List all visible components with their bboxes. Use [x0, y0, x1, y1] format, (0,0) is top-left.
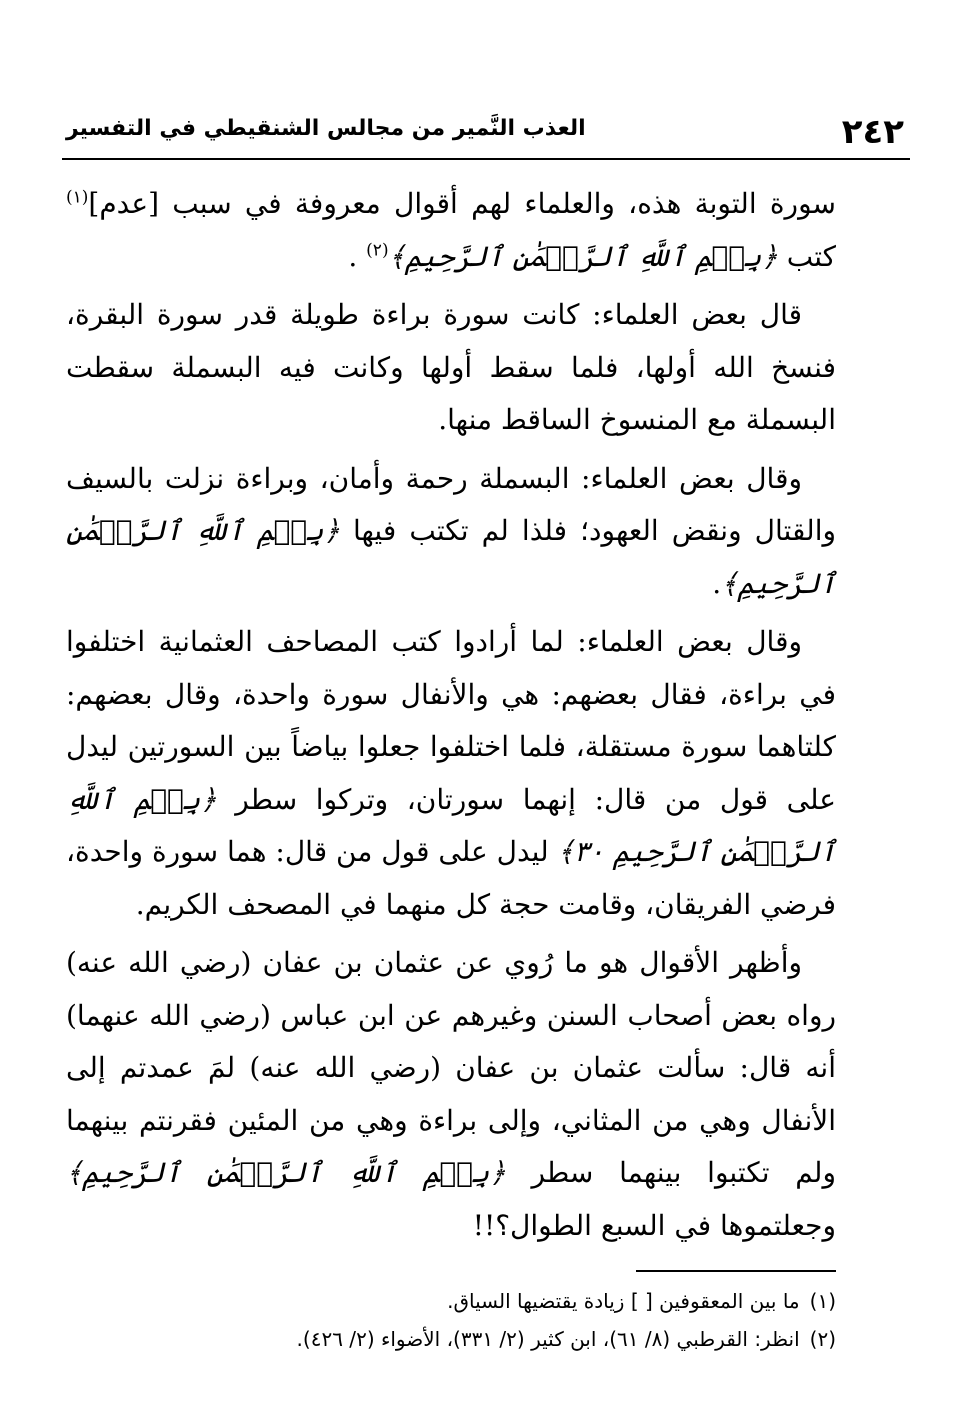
- page-number: ٢٤٢: [841, 112, 904, 152]
- paragraph-3-end: .: [712, 566, 722, 600]
- paragraph-1-text: سورة التوبة هذه، والعلماء لهم أقوال معروفة في سبب [عدم]: [88, 187, 836, 220]
- paragraph-3-text: وقال بعض العلماء: البسملة رحمة وأمان، وبراءة نزلت بالسيف والقتال ونقض العهود؛ فلذا لم تكتب فيها: [66, 461, 837, 547]
- paragraph-1-end: .: [348, 239, 367, 273]
- paragraph-2: قال بعض العلماء: كانت سورة براءة طويلة قدر سورة البقرة، فنسخ الله أولها، فلما سقط أولها وكانت فيه البسملة سقطت البسملة مع المنسوخ الساقط منها.: [66, 298, 836, 436]
- footnote-ref-1[interactable]: (١): [66, 187, 89, 208]
- footnote-separator: [636, 1270, 836, 1272]
- paragraph-4-text: وقال بعض العلماء: لما أرادوا كتب المصاحف العثمانية اختلفوا في براءة، فقال بعضهم: هي والأنفال سورة واحدة، وقال بعضهم: كلتاهما سورة مستقلة، فلما اختلفوا جعلوا بياضاً بين السورتين ليدل على قول من قال: إنهما سورتان، وتركوا سطر: [66, 625, 836, 816]
- main-text: [66, 178, 836, 1252]
- paragraph-5-end: وجعلتموها في السبع الطوال؟!!: [472, 1208, 836, 1242]
- footnote-text: انظر: القرطبي (٨/ ٦١)، ابن كثير (٢/ ٣٣١)، الأضواء (٢/ ٤٢٦).: [296, 1327, 800, 1351]
- paragraph-5-text: وأظهر الأقوال هو ما رُوي عن عثمان بن عفان (رضي الله عنه) رواه بعض أصحاب السنن وغيرهم عن ابن عباس (رضي الله عنهما) أنه قال: سألت عثمان بن عفان (رضي الله عنه) لمَ عمدتم إلى الأنفال وهي من المثاني، وإلى براءة وهي من المئين فقرنتم بينهما ولم تكتبوا بينهما سطر: [66, 946, 836, 1189]
- footnote-text: ما بين المعقوفين [ ] زيادة يقتضيها السياق.: [447, 1289, 800, 1313]
- paragraph-1-continuation: كتب: [777, 239, 836, 273]
- running-title: العذب النَّمير من مجالس الشنقيطي في التفسير: [66, 116, 586, 141]
- paragraph-5: [66, 937, 836, 1252]
- footnote-2: [66, 1320, 836, 1358]
- footnote-1: [66, 1282, 836, 1320]
- footnote-ref-2[interactable]: (٢): [366, 240, 389, 261]
- basmala-quote: ﴿بِسۡمِ ٱللَّهِ ٱلرَّحۡمَٰنِ ٱلرَّحِيمِ﴾: [66, 514, 836, 600]
- paragraph-4-end: ليدل على قول من قال: هما سورة واحدة، فرضي الفريقان، وقامت حجة كل منهما في المصحف الكريم.: [66, 835, 836, 921]
- footnotes: [66, 1270, 836, 1358]
- footnote-number: (٢): [809, 1327, 836, 1351]
- paragraph-1: [66, 178, 836, 283]
- paragraph-3: [66, 453, 836, 611]
- basmala-quote: ﴿بِسۡمِ ٱللَّهِ ٱلرَّحۡمَٰنِ ٱلرَّحِيمِ﴾: [388, 239, 778, 273]
- basmala-quote: ﴿بِسۡمِ ٱللَّهِ ٱلرَّحۡمَٰنِ ٱلرَّحِيمِ﴾: [66, 1156, 506, 1189]
- paragraph-4: [66, 616, 836, 931]
- basmala-quote: ﴿بِسۡمِ ٱللَّهِ ٱلرَّحۡمَٰنِ ٱلرَّحِيمِ ٣٠﴾: [66, 782, 837, 868]
- footnote-number: (١): [809, 1289, 836, 1313]
- page-header: [62, 108, 910, 160]
